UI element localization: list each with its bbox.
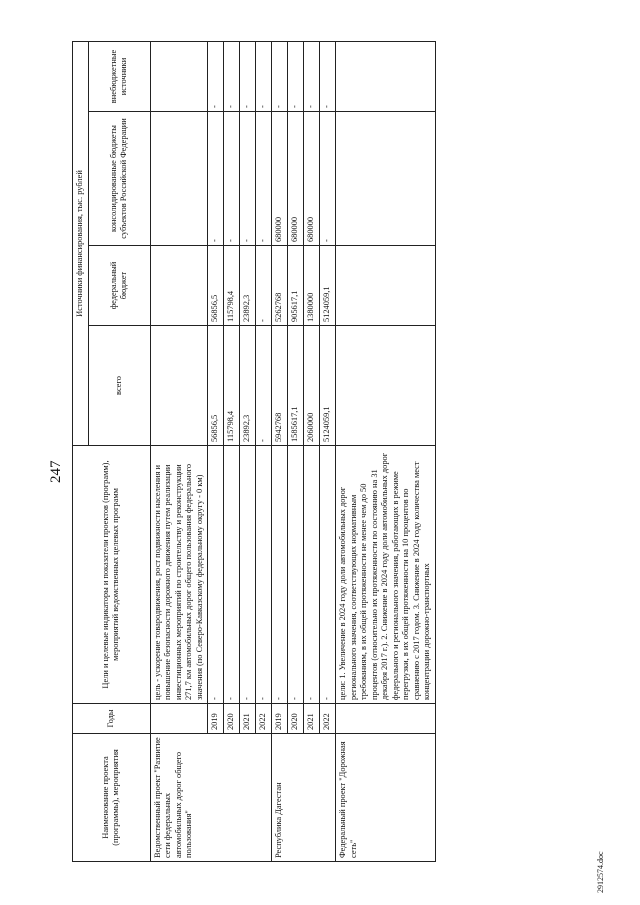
- table-row: 2022 - 5124059,1 5124059,1 - -: [320, 42, 336, 862]
- block1-goal: цель - ускорение товародвижения, рост подвижности населения и повышение безопасности дорожного движения путем реализации инвестиционных мероприятий по строительству и реконструкции 271,7 км автомобильных дорог общего пользования федерального значения (по Северо-Кавказскому федеральному округу - 0 км): [150, 446, 208, 704]
- header-extra: внебюджетные источники: [88, 42, 150, 112]
- table-row: 2019 - 56856,5 56856,5 - -: [208, 42, 224, 862]
- document-id: 2912574.doc: [596, 851, 605, 893]
- header-regional: консолидированные бюджеты субъектов Российской Федерации: [88, 112, 150, 246]
- header-years: Годы: [73, 704, 151, 734]
- table-row: 2020 - 115798,4 115798,4 - -: [224, 42, 240, 862]
- table-row: 2022 - - - - -: [256, 42, 272, 862]
- table-row: Республика Дагестан 2019 - 5942768 5262768 680000 -: [272, 42, 288, 862]
- header-total: всего: [88, 326, 150, 446]
- table-row: 2020 - 1585617,1 905617,1 680000 -: [288, 42, 304, 862]
- table-row: 2021 - 2060000 1380000 680000 -: [304, 42, 320, 862]
- header-goals: Цели и целевые индикаторы и показатели проектов (программ), мероприятий ведомственных целевых программ: [73, 446, 151, 704]
- header-federal: федеральный бюджет: [88, 246, 150, 326]
- block3-name: Федеральный проект "Дорожная сеть": [336, 734, 436, 862]
- financing-table: [72, 41, 436, 862]
- block3-row: [336, 42, 436, 862]
- table-row: 2021 - 23892,3 23892,3 - -: [240, 42, 256, 862]
- header-sources: Источники финансирования, тыс. рублей: [73, 42, 89, 446]
- header-name: Наименование проекта (программы), мероприятия: [73, 734, 151, 862]
- block2-name: Республика Дагестан: [272, 734, 336, 862]
- page-number: 247: [48, 460, 64, 483]
- block3-goal: цели: 1. Увеличение в 2024 году доли автомобильных дорог регионального значения, соответствующих нормативным требованиям, в их общей протяженности не менее чем до 50 процентов (относительно их протяженности по состоянию на 31 декабря 2017 г.). 2. Снижение в 2024 году доли автомобильных дорог федерального и регионального значения, работающих в режиме перегрузки, в их общей протяженности на 10 процентов по сравнению с 2017 годом. 3. Снижение в 2024 году количества мест концентрации дорожно-транспортных: [336, 446, 436, 704]
- block1-intro-row: [150, 42, 208, 862]
- header-row-1: [73, 42, 89, 862]
- block1-name: Ведомственный проект "Развитие сети федеральных автомобильных дорог общего пользования": [150, 734, 272, 862]
